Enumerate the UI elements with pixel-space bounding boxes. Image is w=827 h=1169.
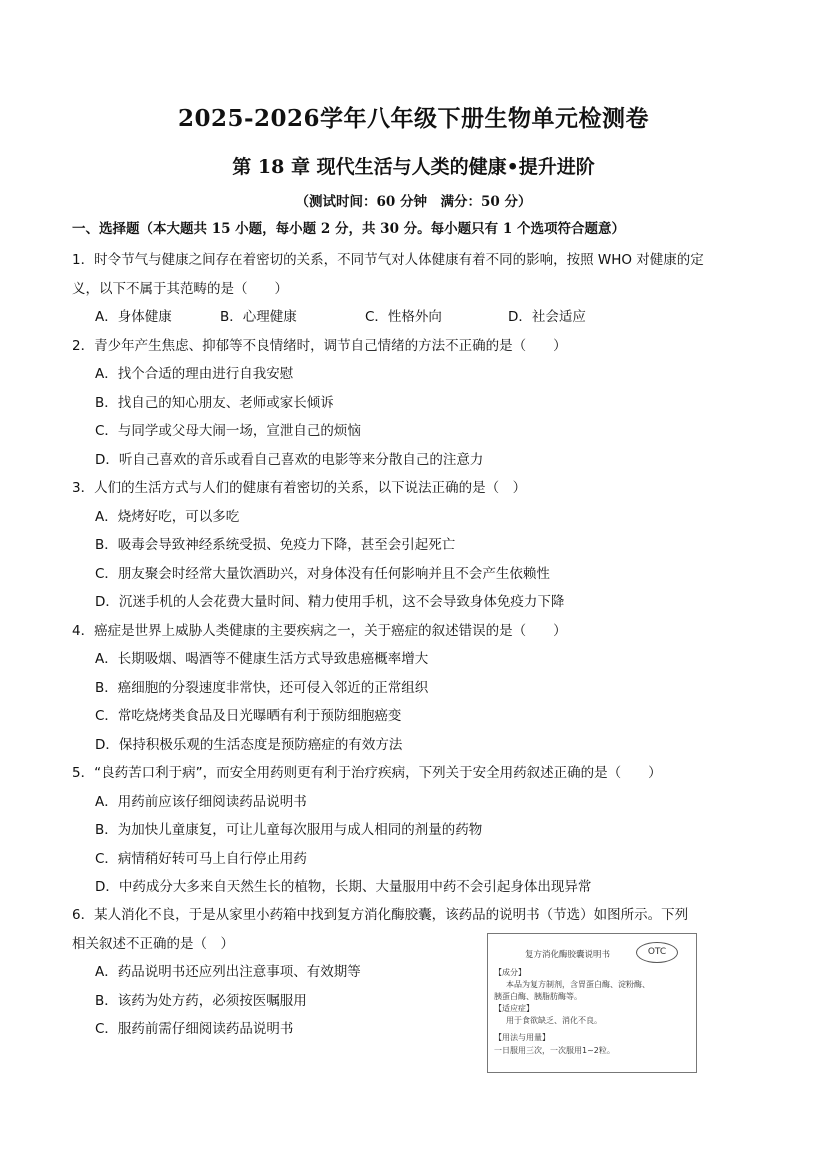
q1-stem-line1: 1．时令节气与健康之间存在着密切的关系，不同节气对人体健康有着不同的影响，按照 WHO 对健康的定 xyxy=(72,252,704,268)
q2-option-a: A．找个合适的理由进行自我安慰 xyxy=(95,366,294,382)
q4-option-b: B．癌细胞的分裂速度非常快，还可侵入邻近的正常组织 xyxy=(95,680,429,696)
q3-option-c: C．朋友聚会时经常大量饮酒助兴，对身体没有任何影响并且不会产生依赖性 xyxy=(95,566,550,582)
q5-stem: 5．“良药苦口利于病”，而安全用药则更有利于治疗疾病，下列关于安全用药叙述正确的是（ ） xyxy=(72,765,662,781)
q6-option-a: A．药品说明书还应列出注意事项、有效期等 xyxy=(95,964,361,980)
q4-option-d: D．保持积极乐观的生活态度是预防癌症的有效方法 xyxy=(95,737,403,753)
exam-title: 2025-2026学年八年级下册生物单元检测卷 xyxy=(177,105,650,132)
q4-option-a: A．长期吸烟、喝酒等不健康生活方式导致患癌概率增大 xyxy=(95,651,429,667)
section-heading: 一、选择题（本大题共 15 小题，每小题 2 分，共 30 分。每小题只有 1 个选项符合题意） xyxy=(72,221,625,237)
q3-option-b: B．吸毒会导致神经系统受损、免疫力下降，甚至会引起死亡 xyxy=(95,537,456,553)
q4-option-c: C．常吃烧烤类食品及日光曝晒有利于预防细胞癌变 xyxy=(95,708,402,724)
otc-badge: OTC xyxy=(636,942,678,963)
q5-option-c: C．病情稍好转可马上自行停止用药 xyxy=(95,851,307,867)
q1-option-a: A．身体健康 xyxy=(95,309,172,325)
q3-option-a: A．烧烤好吃，可以多吃 xyxy=(95,509,240,525)
drug-leaflet-figure xyxy=(487,933,697,1073)
q6-stem-line2: 相关叙述不正确的是（ ） xyxy=(72,936,234,952)
q2-option-d: D．听自己喜欢的音乐或看自己喜欢的电影等来分散自己的注意力 xyxy=(95,452,484,468)
leaflet-line: 【用法与用量】 xyxy=(494,1033,550,1042)
q6-stem-line1: 6．某人消化不良，于是从家里小药箱中找到复方消化酶胶囊，该药品的说明书（节选）如图所示。下列 xyxy=(72,907,689,923)
q5-option-b: B．为加快儿童康复，可让儿童每次服用与成人相同的剂量的药物 xyxy=(95,822,483,838)
chapter-subtitle: 第 18 章 现代生活与人类的健康•提升进阶 xyxy=(232,156,595,178)
q1-option-b: B．心理健康 xyxy=(220,309,297,325)
q1-stem-line2: 义，以下不属于其范畴的是（ ） xyxy=(72,281,288,297)
q6-option-b: B．该药为处方药，必须按医嘱服用 xyxy=(95,993,307,1009)
q1-option-c: C．性格外向 xyxy=(365,309,442,325)
q1-option-d: D．社会适应 xyxy=(508,309,586,325)
q5-option-d: D．中药成分大多来自天然生长的植物，长期、大量服用中药不会引起身体出现异常 xyxy=(95,879,592,895)
leaflet-line: 本品为复方制剂，含胃蛋白酶、淀粉酶、 xyxy=(506,980,650,989)
leaflet-line: 【成分】 xyxy=(494,968,526,977)
q6-option-c: C．服药前需仔细阅读药品说明书 xyxy=(95,1021,294,1037)
time-score-note: （测试时间：60 分钟 满分：50 分） xyxy=(295,194,532,210)
q2-option-c: C．与同学或父母大闹一场，宣泄自己的烦恼 xyxy=(95,423,361,439)
leaflet-line: 一日服用三次，一次服用1~2粒。 xyxy=(494,1046,615,1055)
leaflet-line: 胰蛋白酶、胰脂肪酶等。 xyxy=(494,992,582,1001)
leaflet-line: 【适应症】 xyxy=(494,1004,534,1013)
leaflet-title: 复方消化酶胶囊说明书 xyxy=(525,950,611,960)
q2-option-b: B．找自己的知心朋友、老师或家长倾诉 xyxy=(95,395,334,411)
q3-stem: 3．人们的生活方式与人们的健康有着密切的关系，以下说法正确的是（ ） xyxy=(72,480,527,496)
leaflet-line: 用于食欲缺乏、消化不良。 xyxy=(506,1016,602,1025)
q3-option-d: D．沉迷手机的人会花费大量时间、精力使用手机，这不会导致身体免疫力下降 xyxy=(95,594,565,610)
q4-stem: 4．癌症是世界上威胁人类健康的主要疾病之一，关于癌症的叙述错误的是（ ） xyxy=(72,623,567,639)
q2-stem: 2．青少年产生焦虑、抑郁等不良情绪时，调节自己情绪的方法不正确的是（ ） xyxy=(72,338,567,354)
q5-option-a: A．用药前应该仔细阅读药品说明书 xyxy=(95,794,307,810)
